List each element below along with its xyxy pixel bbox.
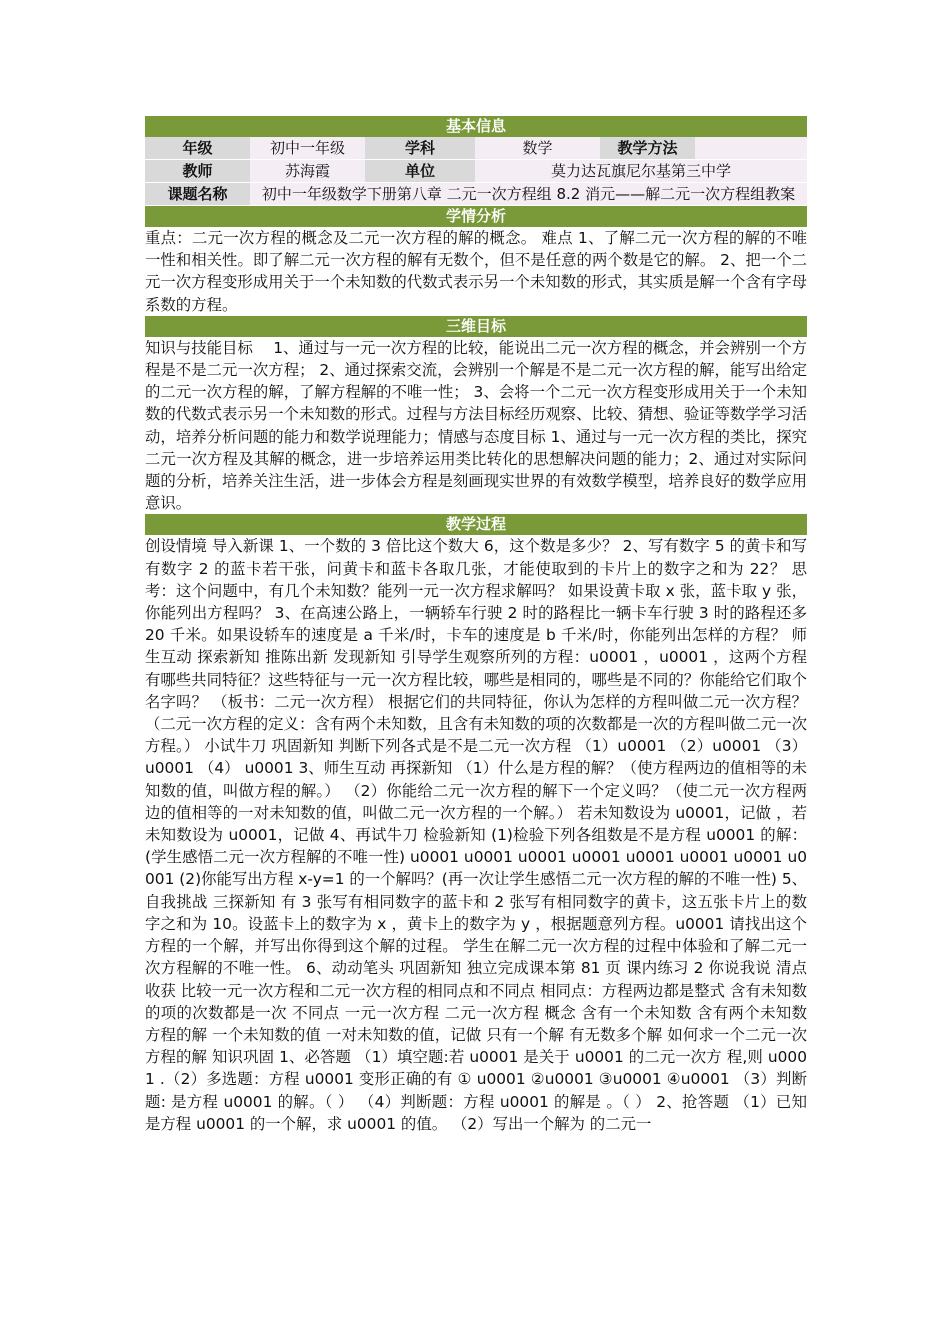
method-value	[695, 137, 807, 160]
process-paragraph: 创设情境 导入新课 1、一个数的 3 倍比这个数大 6，这个数是多少？ 2、写有数字 5 的黄卡和写有数字 2 的蓝卡若干张，问黄卡和蓝卡各取几张，才能使取到的卡片上的数字之和为 22？ 思考：这个问题中，有几个未知数？能列一元一次方程求解吗？ 如果设黄卡取 x 张，蓝卡取 y 张，你能列出方程吗？ 3、在高速公路上，一辆轿车行驶 2 时的路程比一辆卡车行驶 3 时的路程还多 20 千米。如果设轿车的速度是 a 千米/时，卡车的速度是 b 千米/时，你能列出怎样的方程？ 师生互动 探索新知 推陈出新 发现新知 引导学生观察所列的方程：u0001 ，u0001 ，这两个方程有哪些共同特征？这些特征与一元一次方程比较，哪些是相同的，哪些是不同的？你能给它们取个名字吗？ （板书：二元一次方程） 根据它们的共同特征，你认为怎样的方程叫做二元一次方程？ （二元一次方程的定义：含有两个未知数，且含有未知数的项的次数都是一次的方程叫做二元一次方程。） 小试牛刀 巩固新知 判断下列各式是不是二元一次方程 （1）u0001 （2）u0001 （3） u0001 （4） u0001 3、师生互动 再探新知 （1）什么是方程的解？（使方程两边的值相等的未知数的值，叫做方程的解。） （2）你能给二元一次方程的解下一个定义吗？（使二元一次方程两边的值相等的一对未知数的值，叫做二元一次方程的一个解。） 若未知数设为 u0001，记做 ，若未知数设为 u0001，记做 4、再试牛刀 检验新知 (1)检验下列各组数是不是方程 u0001 的解：(学生感悟二元一次方程解的不唯一性) u0001 u0001 u0001 u0001 u0001 u0001 u0001 u0001 (2)你能写出方程 x-y=1 的一个解吗？(再一次让学生感悟二元一次方程的解的不唯一性) 5、自我挑战 三探新知 有 3 张写有相同数字的蓝卡和 2 张写有相同数字的黄卡，这五张卡片上的数字之和为 10。设蓝卡上的数字为 x ，黄卡上的数字为 y ，根据题意列方程。u0001 请找出这个方程的一个解，并写出你得到这个解的过程。 学生在解二元一次方程的过程中体验和了解二元一次方程解的不唯一性。 6、动动笔头 巩固新知 独立完成课本第 81 页 课内练习 2 你说我说 清点收获 比较一元一次方程和二元一次方程的相同点和不同点 相同点：方程两边都是整式 含有未知数的项的次数都是一次 不同点 一元一次方程 二元一次方程 概念 含有一个未知数 含有两个未知数 方程的解 一个未知数的值 一对未知数的值，记做 只有一个解 有无数多个解 如何求一个二元一次方程的解 知识巩固 1、必答题 （1）填空题:若 u0001 是关于 u0001 的二元一次方 程,则 u0001 .（2）多选题：方程 u0001 变形正确的有 ① u0001 ②u0001 ③u0001 ④u0001 （3）判断题: 是方程 u0001 的解。（ ） （4）判断题：方程 u0001 的解是 。（ ） 2、抢答题 （1）已知 是方程 u0001 的一个解，求 u0001 的值。 （2）写出一个解为 的二元一	[145, 537, 812, 1133]
basic-info-table	[145, 137, 807, 206]
topic-value: 初中一年级数学下册第八章 二元一次方程组 8.2 消元——解二元一次方程组教案	[250, 183, 807, 206]
info-row-topic	[145, 183, 807, 206]
lesson-plan-document	[145, 116, 812, 1135]
section-header-analysis: 学情分析	[145, 206, 807, 227]
topic-label: 课题名称	[145, 183, 250, 206]
grade-value: 初中一年级	[250, 137, 365, 160]
info-row-grade	[145, 137, 807, 160]
info-row-teacher	[145, 160, 807, 183]
unit-value: 莫力达瓦旗尼尔基第三中学	[475, 160, 807, 183]
section-header-goals: 三维目标	[145, 316, 807, 337]
subject-value: 数学	[475, 137, 600, 160]
analysis-paragraph: 重点：二元一次方程的概念及二元一次方程的解的概念。 难点 1、了解二元一次方程的解的不唯一性和相关性。即了解二元一次方程的解有无数个，但不是任意的两个数是它的解。 2、把一个二元一次方程变形成用关于一个未知数的代数式表示另一个未知数的形式，其实质是解一个含有字母系数的方程。	[145, 229, 807, 314]
unit-label: 单位	[365, 160, 475, 183]
grade-label: 年级	[145, 137, 250, 160]
section-header-process: 教学过程	[145, 514, 807, 535]
teacher-label: 教师	[145, 160, 250, 183]
section-header-basic-info: 基本信息	[145, 116, 807, 137]
subject-label: 学科	[365, 137, 475, 160]
teacher-value: 苏海霞	[250, 160, 365, 183]
goals-paragraph: 知识与技能目标 1、通过与一元一次方程的比较，能说出二元一次方程的概念，并会辨别一个方程是不是二元一次方程； 2、通过探索交流，会辨别一个解是不是二元一次方程的解，能写出给定的二元一次方程的解，了解方程解的不唯一性； 3、会将一个二元一次方程变形成用关于一个未知数的代数式表示另一个未知数的形式。过程与方法目标经历观察、比较、猜想、验证等数学学习活动，培养分析问题的能力和数学说理能力；情感与态度目标 1、通过与一元一次方程的类比，探究二元一次方程及其解的概念，进一步培养运用类比转化的思想解决问题的能力；2、通过对实际问题的分析，培养关注生活，进一步体会方程是刻画现实世界的有效数学模型，培养良好的数学应用意识。	[145, 338, 807, 513]
method-label: 教学方法	[600, 137, 695, 160]
